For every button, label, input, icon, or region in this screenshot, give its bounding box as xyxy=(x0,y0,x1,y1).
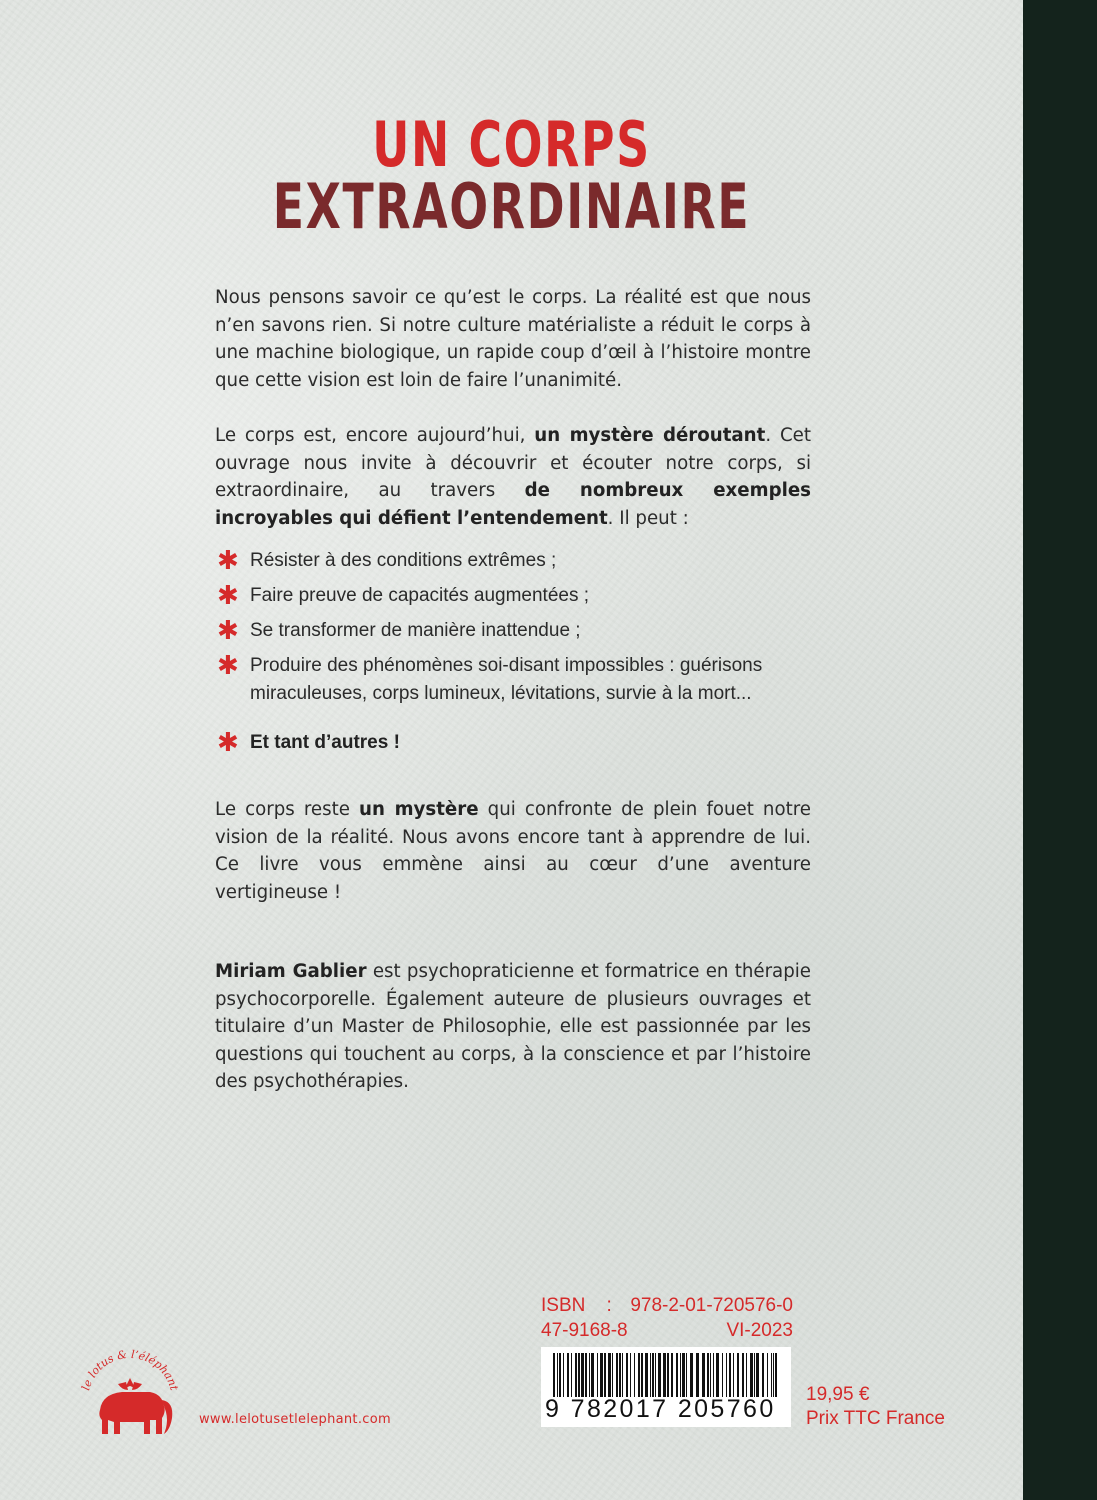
author-name: Miriam Gablier xyxy=(215,961,367,982)
p2-text-3: . Il peut : xyxy=(607,507,689,529)
list-final-text: Et tant d’autres ! xyxy=(250,732,400,753)
elephant-icon xyxy=(99,1378,172,1434)
author-bio-text: est psychopraticienne et formatrice en thérapie psychocorporelle. Également auteure de plusieurs ouvrages et titulaire d’un Master de Philosophie, elle est passionnée par les questions qui touchent au corps, à la conscience et par l’histoire des psychothérapies. xyxy=(215,961,811,1092)
price-note: Prix TTC France xyxy=(806,1408,946,1429)
asterisk-icon: ✱ xyxy=(217,651,239,681)
list-item xyxy=(215,617,815,645)
book-spine xyxy=(1023,0,1097,1500)
author-bio xyxy=(215,958,811,1096)
p2-text-2: . Cet ouvrage nous invite à découvrir et écouter notre corps, si extraordinaire, au travers xyxy=(215,425,811,501)
ability-list xyxy=(215,547,815,757)
asterisk-icon: ✱ xyxy=(217,616,239,646)
p2-bold-2: de nombreux exemples incroyables qui défient l’entendement xyxy=(215,480,811,529)
title-line-2: EXTRAORDINAIRE xyxy=(272,170,751,243)
isbn-label-text: ISBN xyxy=(541,1295,586,1316)
third-paragraph xyxy=(215,796,811,906)
p3-bold-1: un mystère xyxy=(359,799,479,820)
isbn-separator: : xyxy=(606,1295,612,1316)
list-item xyxy=(215,582,815,610)
product-code: 47-9168-8 xyxy=(541,1320,628,1341)
publisher-website: www.lelotusetlelephant.com xyxy=(199,1412,391,1427)
isbn-block xyxy=(541,1293,793,1343)
intro-paragraph: Nous pensons savoir ce qu’est le corps. La réalité est que nous n’en savons rien. Si notre culture matérialiste a réduit le corps à une machine biologique, un rapide coup d’œil à l’histoire montre que cette vision est loin de faire l’unanimité. xyxy=(215,287,811,391)
p3-text-1: Le corps reste xyxy=(215,799,360,820)
asterisk-icon: ✱ xyxy=(217,728,239,758)
asterisk-icon: ✱ xyxy=(217,581,239,611)
p2-bold-1: un mystère déroutant xyxy=(534,425,766,446)
publisher-logo-arc-text: le lotus & l’éléphant xyxy=(79,1347,181,1392)
isbn-label xyxy=(541,1293,612,1318)
list-item xyxy=(215,652,815,708)
list-item xyxy=(215,547,815,575)
isbn-value: 978-2-01-720576-0 xyxy=(630,1295,793,1316)
price-value: 19,95 € xyxy=(806,1384,870,1405)
p3-text-2: qui confronte de plein fouet notre vision de la réalité. Nous avons encore tant à apprendre de lui. Ce livre vous emmène ainsi au cœur d’une aventure vertigineuse ! xyxy=(215,799,811,903)
second-paragraph xyxy=(215,422,811,532)
list-item-text: Résister à des conditions extrêmes ; xyxy=(250,550,557,571)
list-item-final xyxy=(215,729,815,757)
publisher-logo xyxy=(70,1340,190,1450)
list-item-text: Se transformer de manière inattendue ; xyxy=(250,620,581,641)
title-line-1: UN CORPS xyxy=(372,108,651,181)
list-item-text: Produire des phénomènes soi-disant impossibles : guérisons miraculeuses, corps lumineux, lévitations, survie à la mort... xyxy=(250,655,763,704)
barcode xyxy=(541,1347,791,1427)
asterisk-icon: ✱ xyxy=(217,546,239,576)
edition-code: VI-2023 xyxy=(726,1320,793,1341)
p2-text-1: Le corps est, encore aujourd’hui, xyxy=(215,425,535,446)
price-block xyxy=(806,1383,945,1431)
barcode-digits: 9 782017 205760 xyxy=(545,1395,776,1423)
list-item-text: Faire preuve de capacités augmentées ; xyxy=(250,585,590,606)
